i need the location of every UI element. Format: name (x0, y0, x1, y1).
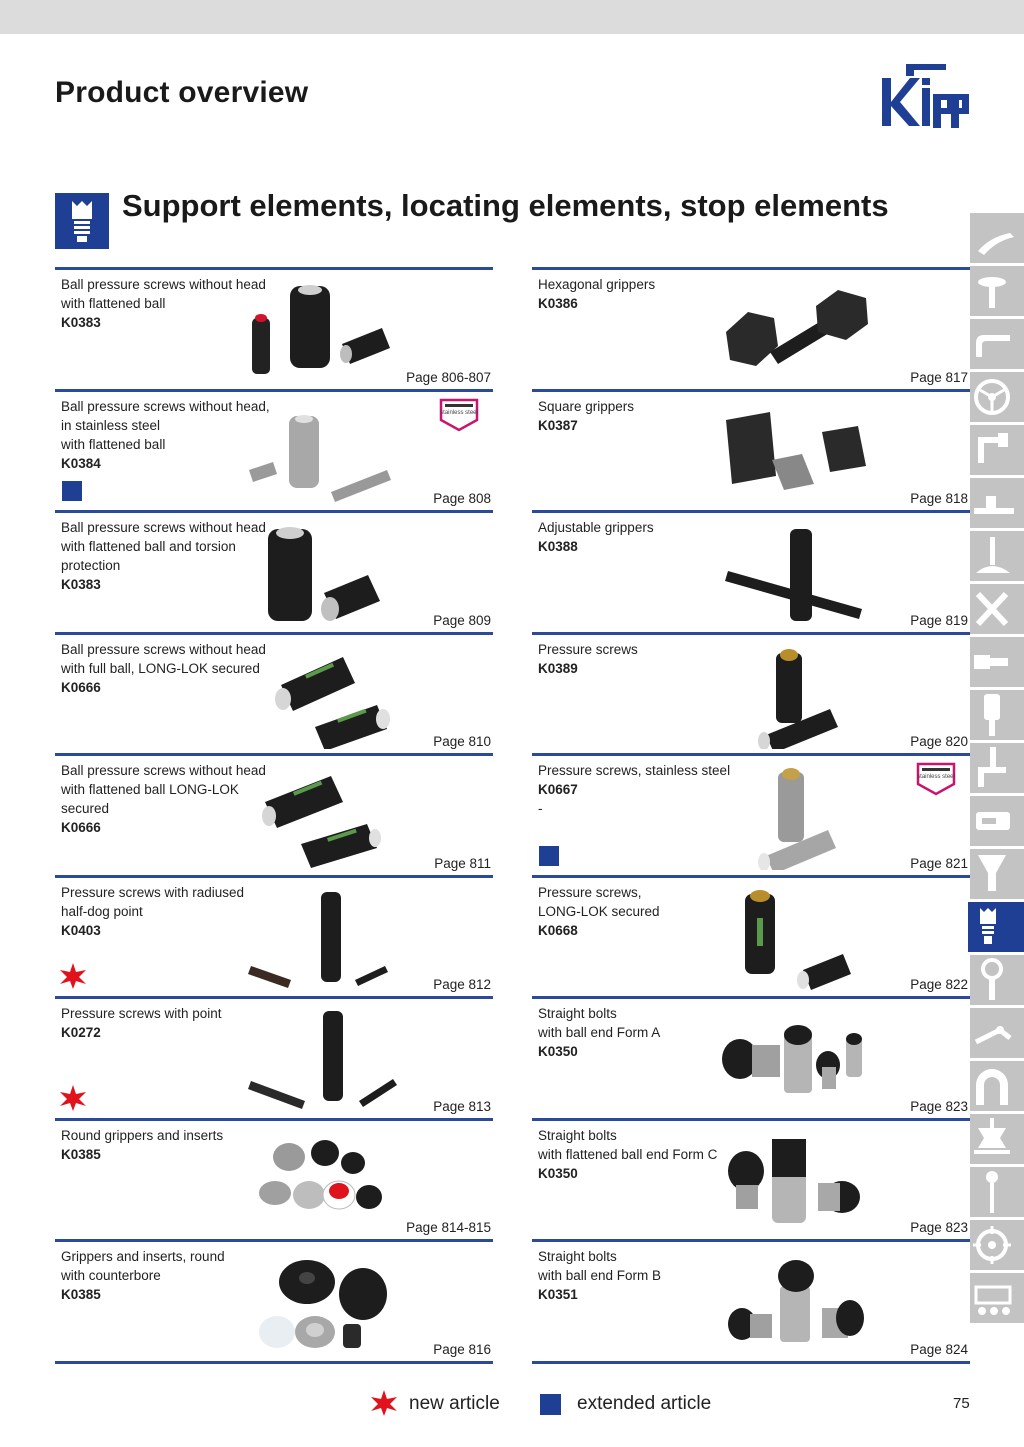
page-reference: Page 824 (910, 1341, 968, 1357)
page-title: Product overview (55, 76, 309, 109)
product-entry[interactable] (532, 753, 970, 875)
badge-label: stainless steel (917, 774, 955, 780)
mount-icon (970, 1114, 1024, 1164)
tab-spring-plungers[interactable] (970, 1167, 1024, 1220)
page-reference: Page 811 (434, 855, 491, 871)
foot-icon (970, 531, 1024, 581)
product-name-line: Pressure screws with point (61, 1006, 222, 1021)
cross-icon (970, 584, 1024, 634)
product-image (724, 1256, 874, 1354)
product-name-line: Ball pressure screws without head (61, 641, 266, 657)
product-code: K0387 (538, 417, 578, 433)
product-code: K0383 (61, 315, 101, 330)
extended-article-marker (539, 846, 559, 866)
product-image (718, 1021, 868, 1111)
page-reference: Page 809 (433, 612, 491, 628)
product-name-line: Adjustable grippers (538, 520, 654, 535)
product-name-line: with flattened ball (61, 296, 166, 311)
page-reference: Page 814-815 (406, 1220, 491, 1235)
product-image (260, 523, 390, 627)
legend-new-article: new article (409, 1393, 500, 1414)
legend-extended-article: extended article (577, 1393, 712, 1414)
tab-magnets[interactable] (970, 1061, 1024, 1114)
page-number: 75 (953, 1395, 970, 1412)
divider (55, 1361, 493, 1364)
product-extra-note: - (538, 801, 543, 816)
product-code: K0666 (61, 679, 101, 695)
product-name-line: with counterbore (61, 1268, 161, 1283)
product-name-line: Pressure screws (538, 641, 638, 657)
extended-article-marker (62, 481, 82, 501)
product-entry[interactable] (532, 1118, 970, 1240)
product-entry[interactable] (532, 389, 970, 511)
page-reference: Page 810 (433, 734, 491, 749)
product-entry[interactable] (55, 996, 493, 1118)
product-name-line: Ball pressure screws without head (61, 520, 266, 535)
product-name-line: Square grippers (538, 398, 635, 414)
new-article-star-icon (59, 962, 87, 990)
page-reference: Page 812 (433, 977, 491, 992)
product-code: K0403 (61, 922, 101, 938)
tab-indexing[interactable] (970, 478, 1024, 531)
product-name-line: in stainless steel (61, 417, 161, 433)
tab-connectors[interactable] (970, 584, 1024, 637)
target-icon (970, 1220, 1024, 1270)
crank-icon (970, 425, 1024, 475)
new-article-star-icon (370, 1389, 398, 1417)
product-entry[interactable] (55, 1118, 493, 1240)
product-entry[interactable] (55, 510, 493, 632)
product-description (538, 883, 768, 940)
product-image (255, 1133, 395, 1225)
tab-handwheels[interactable] (970, 372, 1024, 425)
page-reference: Page 817 (910, 369, 968, 385)
divider (532, 1361, 970, 1364)
tab-transport[interactable] (970, 1273, 1024, 1326)
cart-icon (970, 1273, 1024, 1323)
page-reference: Page 822 (910, 977, 968, 992)
tab-levelling-feet[interactable] (970, 531, 1024, 584)
product-code: K0668 (538, 922, 578, 938)
product-name-line: Ball pressure screws without head (61, 763, 266, 778)
tab-support-elements[interactable] (968, 902, 1024, 955)
product-name-line: Round grippers and inserts (61, 1127, 224, 1143)
product-name-line: with ball end Form A (538, 1025, 661, 1040)
product-image (724, 1131, 874, 1235)
product-name-line: Pressure screws with radiused (61, 884, 245, 900)
product-name-line: Pressure screws, (538, 884, 642, 900)
product-code: K0666 (61, 820, 101, 835)
product-code: K0383 (61, 577, 101, 592)
product-code: K0272 (61, 1025, 101, 1040)
product-name-line: with flattened ball end Form C (538, 1146, 718, 1162)
extended-article-marker (540, 1394, 561, 1415)
tab-pins[interactable] (970, 637, 1024, 690)
product-entry[interactable] (532, 1239, 970, 1361)
lever-icon (970, 213, 1024, 263)
tab-toggle-clamps[interactable] (970, 1008, 1024, 1061)
stainless-steel-badge (439, 398, 479, 432)
section-title: Support elements, locating elements, stop elements (122, 188, 889, 223)
product-name-line: Ball pressure screws without head (61, 277, 266, 292)
product-image (752, 764, 852, 870)
product-entry[interactable] (532, 632, 970, 754)
page-reference: Page 819 (910, 612, 968, 628)
support-element-icon (968, 902, 1022, 952)
tab-plungers[interactable] (970, 690, 1024, 743)
product-image (255, 768, 391, 870)
product-name-line: with flattened ball LONG-LOK (61, 782, 239, 797)
page-reference: Page 823 (910, 1220, 968, 1235)
page-reference: Page 806-807 (406, 369, 491, 385)
product-entry[interactable] (55, 632, 493, 754)
support-element-icon (55, 193, 109, 249)
tab-lifting-eyes[interactable] (970, 955, 1024, 1008)
kipp-logo (880, 62, 972, 130)
product-description (61, 518, 291, 594)
indexing-icon (970, 478, 1024, 528)
page-reference: Page 818 (910, 491, 968, 506)
product-name-line: Hexagonal grippers (538, 277, 656, 292)
top-bar (0, 0, 1024, 34)
product-name-line: Grippers and inserts, round (61, 1249, 225, 1264)
product-entry[interactable] (55, 1239, 493, 1361)
section-icon (55, 193, 109, 249)
tab-clamping-bolts[interactable] (970, 849, 1024, 902)
tab-t-slot[interactable] (970, 796, 1024, 849)
product-description (538, 640, 768, 678)
product-image (752, 645, 852, 749)
magnet-icon (970, 1061, 1024, 1111)
knob-icon (970, 266, 1024, 316)
product-name-line: Straight bolts (538, 1127, 617, 1143)
page-reference: Page 820 (910, 734, 968, 749)
badge-label: stainless steel (440, 409, 478, 416)
product-name-line: LONG-LOK secured (538, 903, 660, 919)
product-entry[interactable] (55, 389, 493, 511)
handwheel-icon (970, 372, 1024, 422)
product-description (538, 761, 768, 818)
slot-icon (970, 796, 1024, 846)
new-article-star-icon (59, 1084, 87, 1112)
product-entry[interactable] (55, 267, 493, 389)
product-code: K0386 (538, 296, 578, 311)
product-image (245, 1007, 405, 1113)
product-name-line: secured (61, 801, 110, 816)
eye-bolt-icon (970, 955, 1024, 1005)
product-image (240, 282, 400, 380)
pin-icon (970, 637, 1024, 687)
product-entry[interactable] (532, 875, 970, 997)
product-entry[interactable] (55, 753, 493, 875)
product-name-line: with ball end Form B (538, 1268, 662, 1283)
product-name-line: Ball pressure screws without head, (61, 398, 270, 414)
product-name-line: with flattened ball and torsion (61, 539, 236, 554)
page-reference: Page 816 (433, 1341, 491, 1357)
page-reference: Page 813 (433, 1098, 491, 1114)
tab-clamping-lever[interactable] (970, 213, 1024, 266)
product-name-line: Straight bolts (538, 1249, 617, 1264)
product-image (720, 286, 880, 382)
product-name-line: half-dog point (61, 903, 143, 919)
product-image (267, 649, 397, 749)
product-code: K0350 (538, 1044, 578, 1059)
tab-handles[interactable] (970, 319, 1024, 372)
product-name-line: with full ball, LONG-LOK secured (61, 660, 260, 676)
product-name-line: with flattened ball (61, 436, 166, 452)
tab-positioning[interactable] (970, 1220, 1024, 1273)
product-code: K0385 (61, 1287, 101, 1302)
page-reference: Page 821 (910, 855, 968, 871)
product-code: K0384 (61, 455, 101, 471)
tab-knobs[interactable] (970, 266, 1024, 319)
clamp-icon (970, 743, 1024, 793)
product-image (255, 1254, 395, 1358)
page-reference: Page 823 (910, 1098, 968, 1114)
product-image (245, 410, 395, 502)
product-image (245, 888, 405, 988)
tab-clamps[interactable] (970, 743, 1024, 796)
handle-icon (970, 319, 1024, 369)
product-description (61, 640, 291, 697)
product-image (722, 406, 872, 506)
probe-icon (970, 1167, 1024, 1217)
bolt-icon (970, 849, 1024, 899)
product-code: K0351 (538, 1287, 578, 1302)
product-entry[interactable] (55, 875, 493, 997)
product-entry[interactable] (532, 996, 970, 1118)
product-entry[interactable] (532, 510, 970, 632)
product-code: K0389 (538, 660, 578, 676)
product-name-line: Straight bolts (538, 1006, 617, 1021)
product-entry[interactable] (532, 267, 970, 389)
product-name-line: Pressure screws, stainless steel (538, 763, 731, 778)
tab-vibration-mounts[interactable] (970, 1114, 1024, 1167)
product-name-line: protection (61, 558, 121, 573)
product-image (722, 525, 872, 629)
product-code: K0350 (538, 1165, 578, 1181)
product-code: K0667 (538, 782, 578, 797)
product-code: K0385 (61, 1146, 101, 1162)
plunger-icon (970, 690, 1024, 740)
tab-cranks[interactable] (970, 425, 1024, 478)
product-code: K0388 (538, 539, 578, 554)
toggle-icon (970, 1008, 1024, 1058)
product-image (737, 888, 857, 992)
stainless-steel-badge (916, 762, 956, 796)
page-reference: Page 808 (433, 491, 491, 506)
